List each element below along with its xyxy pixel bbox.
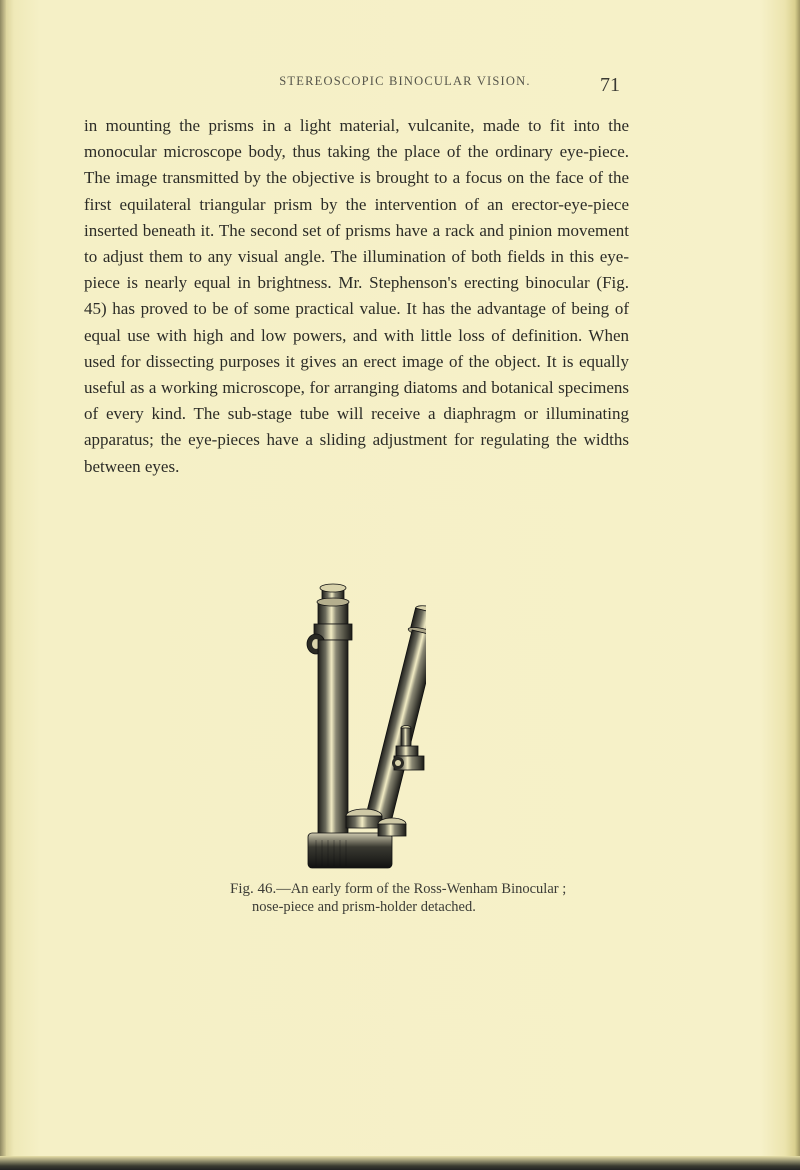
microscope-body-base bbox=[308, 833, 392, 868]
detached-prism-holder bbox=[346, 809, 406, 836]
right-eyepiece-tube bbox=[360, 603, 426, 831]
page-edge-left bbox=[0, 0, 6, 1170]
running-head: STEREOSCOPIC BINOCULAR VISION. bbox=[279, 74, 531, 88]
figure-caption bbox=[230, 880, 590, 916]
figure-label: Fig. 46. bbox=[230, 881, 277, 897]
page-bottom-edge bbox=[0, 1156, 800, 1170]
microscope-engraving bbox=[296, 578, 426, 873]
binocular-microscope-illustration bbox=[296, 578, 426, 873]
caption-line-2: nose-piece and prism-holder detached. bbox=[252, 899, 476, 915]
page-number: 71 bbox=[600, 74, 620, 96]
page-edge-right bbox=[795, 0, 800, 1170]
body-paragraph: in mounting the prisms in a light material, vulcanite, made to fit into the monocular microscope body, thus taking the place of the ordinary eye-piece. The image transmitted by the objective is brought to a focus on the face of the first equilateral triangular prism by the intervention of an erector-eye-piece inserted beneath it. The second set of prisms have a rack and pinion movement to adjust them to any visual angle. The illumination of both fields in this eye-piece is nearly equal in brightness. Mr. Stephenson's erecting binocular (Fig. 45) has proved to be of some practical value. It has the advantage of being of equal use with high and low powers, and with little loss of definition. When used for dissecting purposes it gives an erect image of the object. It is equally useful as a working microscope, for arranging diatoms and botanical specimens of every kind. The sub-stage tube will receive a diaphragm or illuminating apparatus; the eye-pieces have a sliding adjustment for regulating the widths between eyes. bbox=[84, 116, 629, 476]
caption-line-1: —An early form of the Ross-Wenham Binocular ; bbox=[276, 881, 567, 897]
left-eyepiece-tube bbox=[307, 584, 352, 840]
